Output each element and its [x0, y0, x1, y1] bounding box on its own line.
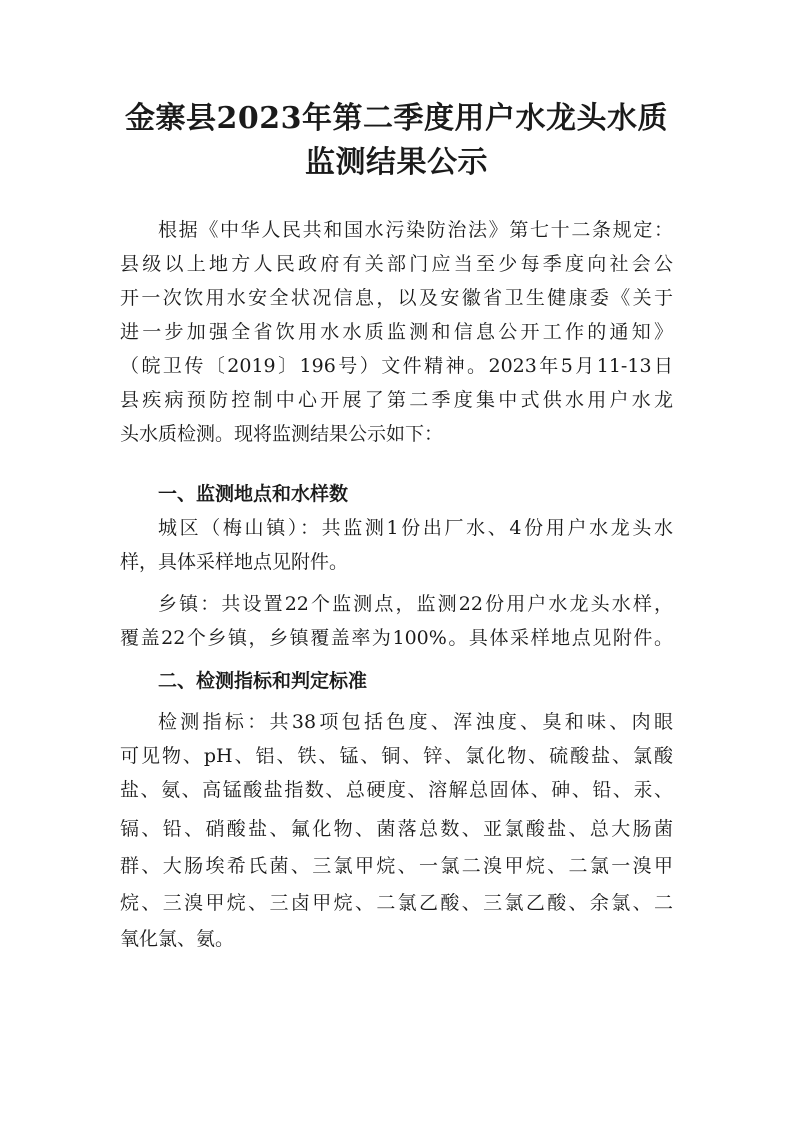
intro-line-4: 进一步加强全省饮用水水质监测和信息公开工作的通知》	[120, 321, 673, 343]
section-2-indicators-line-1: 检测指标：共38项包括色度、浑浊度、臭和味、肉眼	[158, 711, 673, 733]
intro-line-5: （皖卫传〔2019〕196号）文件精神。2023年5月11-13日	[120, 355, 673, 377]
intro-line-2: 县级以上地方人民政府有关部门应当至少每季度向社会公	[120, 253, 673, 275]
section-2-indicators-line-6: 烷、三溴甲烷、三卤甲烷、二氯乙酸、三氯乙酸、余氯、二	[120, 892, 673, 914]
section-1-urban-line-1: 城区（梅山镇）：共监测1份出厂水、4份用户水龙头水	[158, 517, 673, 539]
intro-line-6: 县疾病预防控制中心开展了第二季度集中式供水用户水龙	[120, 389, 673, 411]
intro-line-3: 开一次饮用水安全状况信息，以及安徽省卫生健康委《关于	[120, 287, 673, 309]
intro-line-7: 头水质检测。现将监测结果公示如下：	[120, 423, 444, 445]
section-2-indicators-line-2: 可见物、pH、铝、铁、锰、铜、锌、氯化物、硫酸盐、氯酸	[120, 745, 673, 767]
section-2-indicators-line-7: 氧化氯、氨。	[120, 928, 235, 950]
section-2-indicators-line-4: 镉、铅、硝酸盐、氟化物、菌落总数、亚氯酸盐、总大肠菌	[120, 818, 673, 840]
section-1-towns-line-2: 覆盖22个乡镇，乡镇覆盖率为100%。具体采样地点见附件。	[120, 627, 673, 649]
section-2-heading: 二、检测指标和判定标准	[158, 670, 368, 692]
section-2-indicators-line-3: 盐、氨、高锰酸盐指数、总硬度、溶解总固体、砷、铅、汞、	[120, 779, 673, 801]
document-title-line-2: 监测结果公示	[305, 145, 488, 180]
intro-line-1: 根据《中华人民共和国水污染防治法》第七十二条规定：	[158, 219, 673, 241]
section-1-urban-line-2: 样，具体采样地点见附件。	[120, 551, 349, 573]
section-2-indicators-line-5: 群、大肠埃希氏菌、三氯甲烷、一氯二溴甲烷、二氯一溴甲	[120, 855, 673, 877]
document-title-line-1: 金寨县2023年第二季度用户水龙头水质	[125, 101, 668, 136]
section-1-towns-line-1: 乡镇：共设置22个监测点，监测22份用户水龙头水样，	[158, 593, 673, 615]
section-1-heading: 一、监测地点和水样数	[158, 483, 349, 505]
